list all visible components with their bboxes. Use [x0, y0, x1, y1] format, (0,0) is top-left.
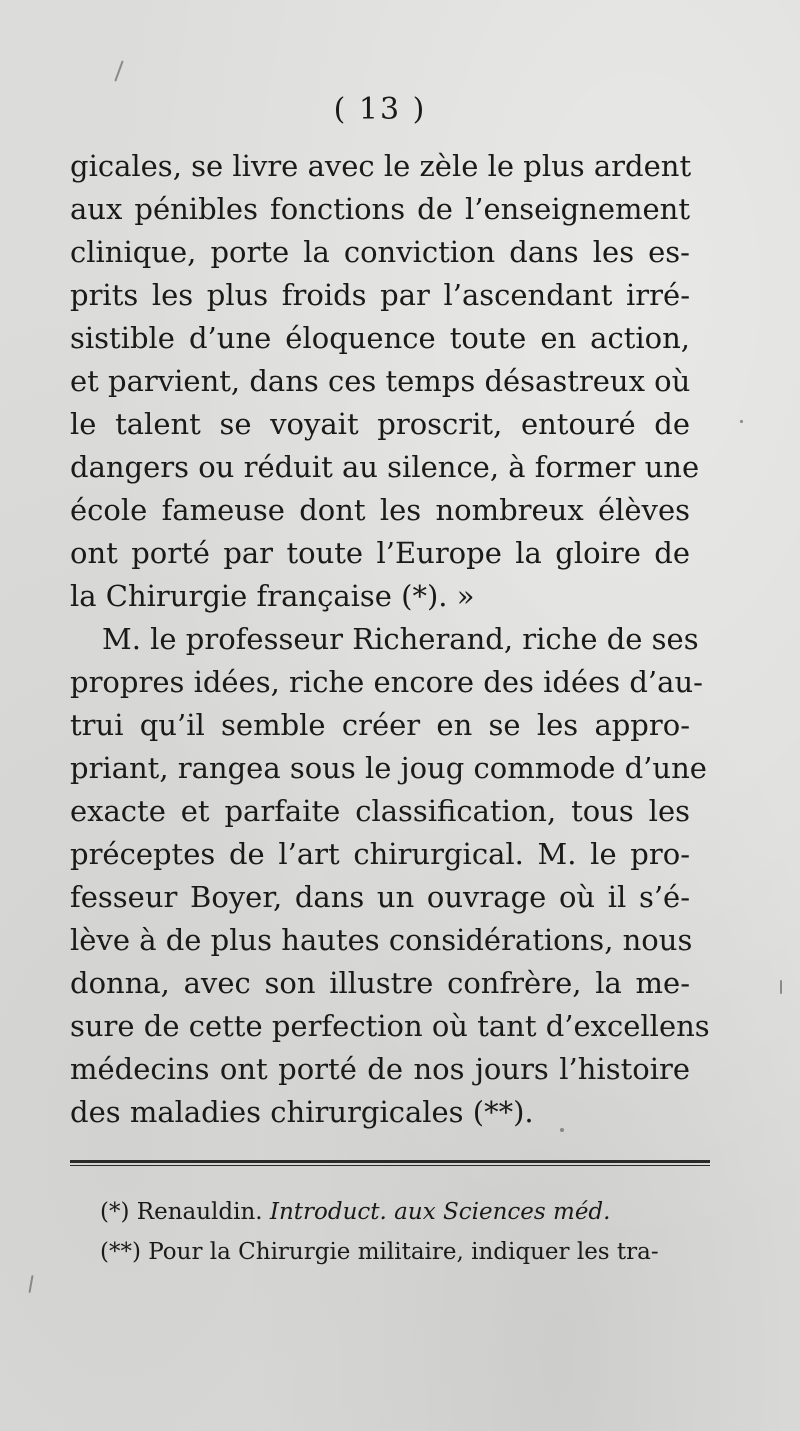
text-line: dangers ou réduit au silence, à former une — [70, 450, 700, 484]
text-line: médecins ont porté de nos jours l’histoire — [70, 1052, 690, 1086]
footnote-title: Introduct. aux Sciences méd. — [269, 1199, 611, 1225]
footnote-1 — [100, 1192, 690, 1232]
text-line: prits les plus froids par l’ascendant irré- — [70, 278, 690, 312]
text-line: trui qu’il semble créer en se les appro- — [70, 708, 690, 742]
footnote-text: Pour la Chirurgie militaire, indiquer les tra- — [148, 1239, 659, 1265]
text-line: ont porté par toute l’Europe la gloire de — [70, 536, 690, 570]
footnote-marker: (**) — [100, 1239, 141, 1265]
footnote-separator — [70, 1160, 710, 1166]
footnotes — [100, 1192, 690, 1272]
paper-speck — [740, 420, 743, 423]
footnote-marker: (*) — [100, 1199, 130, 1225]
paper-speck — [28, 1275, 33, 1293]
text-line: lève à de plus hautes considérations, nous — [70, 923, 693, 957]
text-line: aux pénibles fonctions de l’enseignement — [70, 192, 690, 226]
text-line: des maladies chirurgicales (**). — [70, 1095, 534, 1129]
paragraph-start-line: M. le professeur Richerand, riche de ses — [102, 622, 699, 656]
text-line: sistible d’une éloquence toute en action, — [70, 321, 690, 355]
footnote-author: Renauldin. — [136, 1199, 263, 1225]
text-line: le talent se voyait proscrit, entouré de — [70, 407, 690, 441]
footnote-2 — [100, 1232, 690, 1272]
text-line: fesseur Boyer, dans un ouvrage où il s’é- — [70, 880, 690, 914]
text-line: exacte et parfaite classification, tous les — [70, 794, 690, 828]
text-line: priant, rangea sous le joug commode d’une — [70, 751, 707, 785]
text-line: sure de cette perfection où tant d’excellens — [70, 1009, 710, 1043]
text-line: la Chirurgie française (*). » — [70, 579, 475, 613]
text-line: clinique, porte la conviction dans les es- — [70, 235, 690, 269]
paper-speck — [114, 60, 123, 81]
page-number: ( 13 ) — [333, 92, 427, 127]
text-line: donna, avec son illustre confrère, la me- — [70, 966, 690, 1000]
text-line: et parvient, dans ces temps désastreux où — [70, 364, 691, 398]
text-line: gicales, se livre avec le zèle le plus ardent — [70, 149, 692, 183]
separator-thick-line — [70, 1160, 710, 1163]
text-line: école fameuse dont les nombreux élèves — [70, 493, 690, 527]
body-text — [70, 145, 710, 1134]
separator-thin-line — [70, 1165, 710, 1166]
text-line: préceptes de l’art chirurgical. M. le pro- — [70, 837, 690, 871]
text-line: propres idées, riche encore des idées d’au- — [70, 665, 703, 699]
paper-speck — [780, 980, 782, 994]
